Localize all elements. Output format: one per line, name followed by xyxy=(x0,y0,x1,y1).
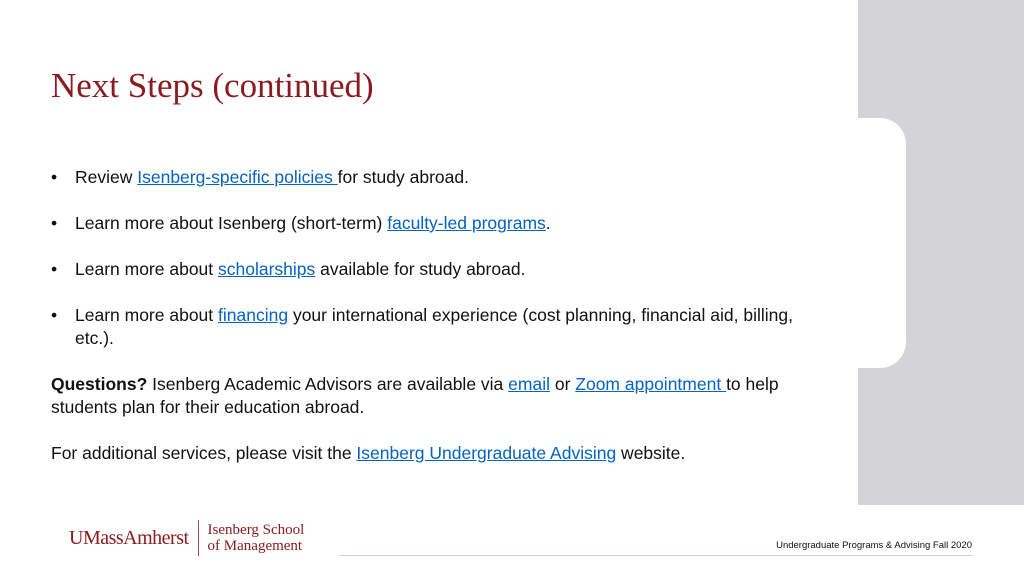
list-item xyxy=(51,258,821,281)
logo-divider xyxy=(198,520,199,556)
bullet-text-pre: Review xyxy=(75,167,138,187)
footer-divider xyxy=(340,555,972,556)
email-link[interactable]: email xyxy=(508,374,550,394)
undergraduate-advising-link[interactable]: Isenberg Undergraduate Advising xyxy=(356,443,617,463)
bullet-text-pre: Learn more about xyxy=(75,259,219,279)
footer-caption: Undergraduate Programs & Advising Fall 2020 xyxy=(776,540,972,551)
faculty-led-programs-link[interactable]: faculty-led programs xyxy=(387,213,546,233)
bullet-icon: • xyxy=(51,167,58,187)
school-line-2: of Management xyxy=(207,538,303,554)
bullet-text-pre: Learn more about xyxy=(75,305,219,325)
scholarships-link[interactable]: scholarships xyxy=(218,259,316,279)
additional-text: For additional services, please visit the xyxy=(51,443,357,463)
questions-text: or xyxy=(549,374,576,394)
slide-title: Next Steps (continued) xyxy=(51,66,374,105)
isenberg-school-wordmark xyxy=(208,522,305,554)
bullet-icon: • xyxy=(51,305,58,325)
bullet-text-pre: Learn more about Isenberg (short-term) xyxy=(75,213,388,233)
additional-services-paragraph xyxy=(51,442,821,465)
questions-text: Isenberg Academic Advisors are available via xyxy=(147,374,509,394)
next-steps-list xyxy=(51,166,821,373)
bullet-icon: • xyxy=(51,213,58,233)
list-item xyxy=(51,166,821,189)
questions-paragraph xyxy=(51,373,821,419)
bullet-text-post: your international experience (cost planning, financial aid, billing, etc.). xyxy=(75,305,793,348)
questions-text: to help students plan for their education abroad. xyxy=(51,374,779,417)
side-panel-notch xyxy=(858,118,906,368)
bullet-text-post: available for study abroad. xyxy=(315,259,526,279)
bullet-icon: • xyxy=(51,259,58,279)
financing-link[interactable]: financing xyxy=(218,305,289,325)
bullet-text-post: . xyxy=(545,213,551,233)
zoom-appointment-link[interactable]: Zoom appointment xyxy=(575,374,727,394)
umass-isenberg-logo xyxy=(69,520,304,556)
school-line-1: Isenberg School xyxy=(207,522,305,538)
bullet-text-post: for study abroad. xyxy=(337,167,469,187)
additional-text: website. xyxy=(616,443,686,463)
umass-amherst-wordmark: UMassAmherst xyxy=(69,526,189,549)
list-item xyxy=(51,212,821,235)
list-item xyxy=(51,304,821,350)
questions-label: Questions? xyxy=(51,374,148,394)
policies-link[interactable]: Isenberg-specific policies xyxy=(137,167,338,187)
